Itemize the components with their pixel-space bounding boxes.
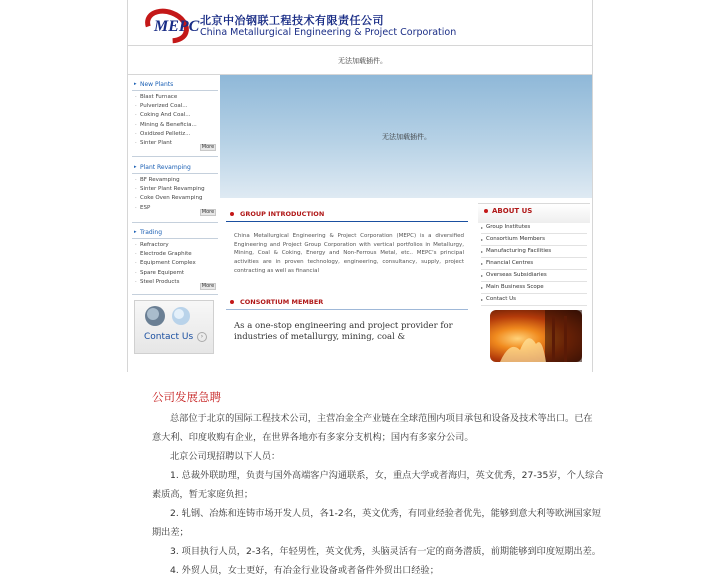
about-item[interactable]: ▸ Manufacturing Facilities xyxy=(481,246,587,258)
more-button[interactable]: More xyxy=(201,144,215,150)
about-item[interactable]: ▸ Contact Us xyxy=(481,294,587,306)
sidebar-item[interactable]: · Sinter Plant Revamping xyxy=(132,185,218,194)
sidebar-divider xyxy=(132,222,218,223)
company-name-en: China Metallurgical Engineering & Project Corporation xyxy=(200,27,457,38)
article-line: 4. 外贸人员，女士更好，有冶金行业设备或者备件外贸出口经验； xyxy=(170,565,439,576)
section-underline xyxy=(226,221,468,222)
furnace-photo xyxy=(490,310,582,362)
bullet-icon xyxy=(230,300,234,304)
group-intro-text: China Metallurgical Engineering & Project Corporation (MEPC) is a diversified Engineering and Project Group Corporation with vertical portfolios in Metallurgy, Mining, Coal & Coking, Energy and Non-Ferrous Metal, etc.. MEPC's principal activities are in proven technology, engineering, consultancy, supply, project contracting as well as financial xyxy=(234,233,464,274)
sidebar-section-trading xyxy=(132,228,218,287)
about-us-list xyxy=(481,222,587,306)
sidebar-item[interactable]: · Equipment Complex xyxy=(132,259,218,268)
contact-us-label[interactable]: Contact Us xyxy=(144,332,194,342)
article-line: 意大利、印度收购有企业，在世界各地亦有多家分支机构；国内有多家分公司。 xyxy=(152,432,474,443)
more-button[interactable]: More xyxy=(201,283,215,289)
sidebar-item[interactable]: · Steel Products xyxy=(132,278,218,287)
banner-plugin-message: 无法加载插件。 xyxy=(382,133,431,141)
sidebar-item[interactable]: · Blast Furnace xyxy=(132,93,218,102)
page-border-right xyxy=(592,0,593,372)
consortium-title[interactable]: CONSORTIUM MEMBER xyxy=(240,298,324,306)
sidebar-title-trading[interactable]: ▸ Trading xyxy=(132,228,218,237)
article-line: 1. 总裁外联助理，负责与国外高端客户沟通联系，女，重点大学或者海归，英文优秀，27-35岁，个人综合 xyxy=(170,470,604,481)
header-divider xyxy=(128,45,592,46)
sidebar-divider xyxy=(132,294,218,295)
sidebar-section-new-plants xyxy=(132,80,218,148)
sidebar-item[interactable]: · Mining & Beneficia... xyxy=(132,121,218,130)
sidebar-item[interactable]: · Sinter Plant xyxy=(132,139,218,148)
plugin-missing-message: 无法加载插件。 xyxy=(338,57,387,65)
article-line: 2. 轧钢、冶炼和连铸市场开发人员，各1-2名，英文优秀，有同业经验者优先，能够到意大利等欧洲国家短 xyxy=(170,508,601,519)
article-title: 公司发展急聘 xyxy=(152,390,221,404)
sidebar-item[interactable]: · ESP xyxy=(132,204,218,213)
mepc-logo[interactable] xyxy=(145,8,200,42)
company-name-cn: 北京中冶钢联工程技术有限责任公司 xyxy=(200,14,384,27)
about-us-title[interactable]: ABOUT US xyxy=(492,207,533,215)
about-item[interactable]: ▸ Financial Centres xyxy=(481,258,587,270)
bullet-icon xyxy=(484,209,488,213)
sidebar-item[interactable]: · BF Revamping xyxy=(132,176,218,185)
globe-icon xyxy=(141,304,199,328)
sidebar-separator xyxy=(132,238,218,239)
sidebar-item[interactable]: · Oxidized Pelletiz... xyxy=(132,130,218,139)
sidebar-item[interactable]: · Pulverized Coal... xyxy=(132,102,218,111)
about-item[interactable]: ▸ Overseas Subsidiaries xyxy=(481,270,587,282)
bullet-icon xyxy=(230,212,234,216)
about-item[interactable]: ▸ Group Institutes xyxy=(481,222,587,234)
article-line: 期出差； xyxy=(152,527,189,538)
group-intro-title[interactable]: GROUP INTRODUCTION xyxy=(240,210,325,218)
arrow-right-icon[interactable]: › xyxy=(197,332,207,342)
sidebar-divider xyxy=(132,156,218,157)
sidebar-item[interactable]: · Spare Equipemt xyxy=(132,269,218,278)
sidebar-title-new-plants[interactable]: ▸ New Plants xyxy=(132,80,218,89)
sidebar-separator xyxy=(132,90,218,91)
article-line: 北京公司现招聘以下人员： xyxy=(170,451,281,462)
article-line: 3. 项目执行人员，2-3名，年轻男性，英文优秀，头脑灵活有一定的商务潜质，前期能够到印度短期出差。 xyxy=(170,546,601,557)
sidebar-item[interactable]: · Coking And Coal... xyxy=(132,111,218,120)
more-button[interactable]: More xyxy=(201,209,215,215)
page-border-left xyxy=(127,0,128,372)
article-line: 总部位于北京的国际工程技术公司，主营冶金全产业链在全球范围内项目承包和设备及技术等出口。已在 xyxy=(170,413,593,424)
sidebar-title-plant-revamping[interactable]: ▸ Plant Revamping xyxy=(132,163,218,172)
sidebar-item[interactable]: · Refractory xyxy=(132,241,218,250)
sidebar-section-plant-revamping xyxy=(132,163,218,213)
sidebar-separator xyxy=(132,173,218,174)
sidebar-item[interactable]: · Electrode Graphite xyxy=(132,250,218,259)
consortium-text: As a one-stop engineering and project provider for industries of metallurgy, mining, coal & xyxy=(234,321,453,342)
section-underline xyxy=(226,309,468,310)
about-item[interactable]: ▸ Consortium Members xyxy=(481,234,587,246)
article-line: 素质高，暂无家庭负担； xyxy=(152,489,254,500)
about-item[interactable]: ▸ Main Business Scope xyxy=(481,282,587,294)
furnace-graphic xyxy=(490,310,582,362)
sidebar-item[interactable]: · Coke Oven Revamping xyxy=(132,194,218,203)
contact-us-box[interactable] xyxy=(134,300,214,354)
logo-text: MEPC xyxy=(154,18,200,35)
